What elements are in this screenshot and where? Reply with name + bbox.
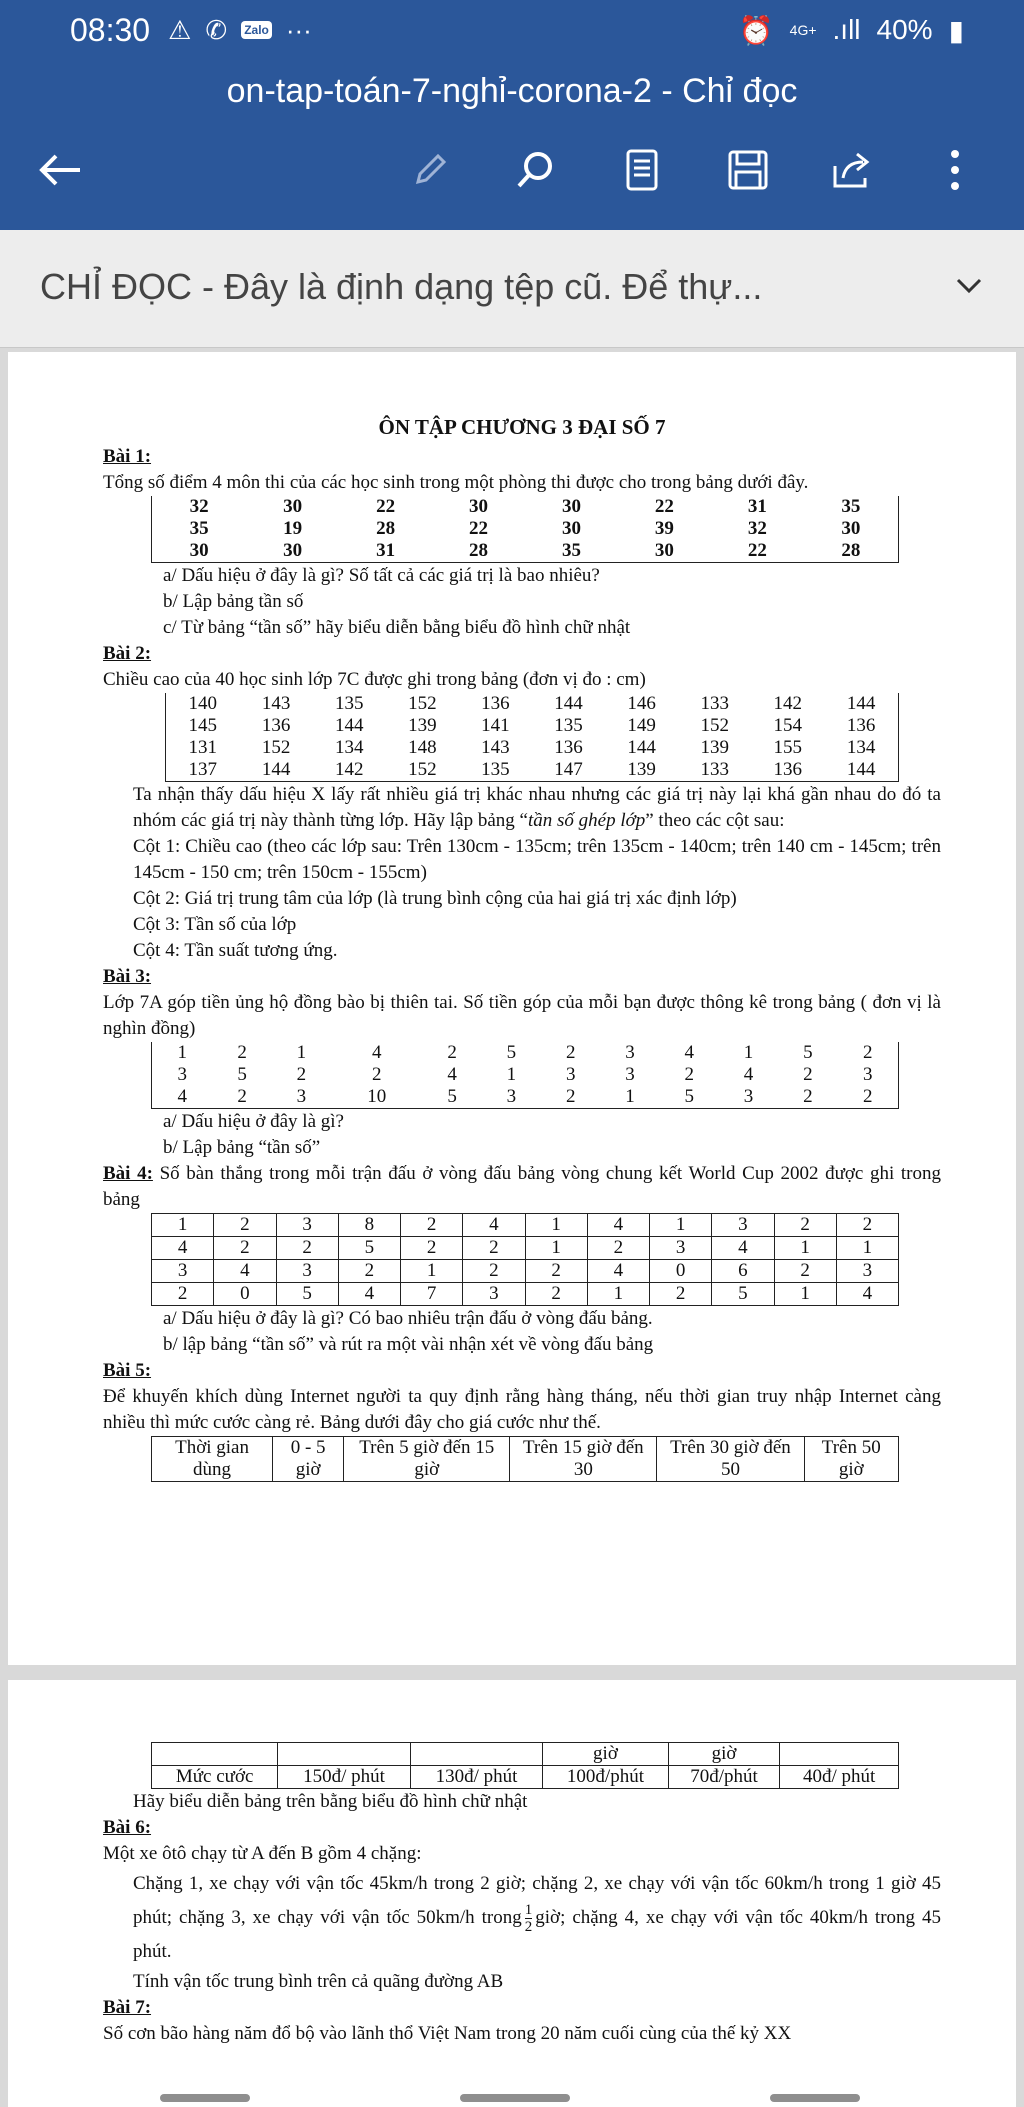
document-page-1 [8, 352, 1016, 1665]
bai3-cell: 1 [743, 1042, 754, 1063]
signal-icon: .ıll [832, 14, 861, 45]
bai4-cell: 2 [525, 1260, 587, 1283]
bai2-cell: 144 [824, 759, 898, 782]
bai2-label: Bài 2: [103, 643, 152, 664]
bai6-text: Một xe ôtô chạy từ A đến B gồm 4 chặng: [103, 1843, 422, 1864]
bai4-cell: 1 [525, 1214, 587, 1237]
bai4-cell: 2 [338, 1260, 400, 1283]
bai3-cell: 3 [565, 1064, 576, 1085]
search-button[interactable] [506, 140, 566, 200]
bai3-cell: 4 [743, 1064, 754, 1085]
back-button[interactable] [30, 140, 90, 200]
bai2-cell: 146 [627, 693, 656, 714]
bai5-time-cell: Trên 30 giờ đến 50 [657, 1437, 804, 1482]
bai2-cell: 145 [188, 715, 218, 736]
bai1-cell: 22 [747, 540, 767, 561]
read-only-banner[interactable] [0, 230, 1024, 348]
nav-home[interactable] [460, 2094, 570, 2102]
bai2-row [166, 737, 899, 759]
bai2-cell: 134 [334, 737, 364, 758]
bai2-cell: 154 [773, 715, 803, 736]
bai2-cell: 139 [605, 759, 678, 782]
bai1-cell: 30 [283, 540, 303, 561]
bai5-cont-cell: giờ [543, 1743, 669, 1766]
bai4-cell: 2 [774, 1260, 836, 1283]
bai2-cell: 155 [773, 737, 803, 758]
bai4-cell: 4 [587, 1214, 649, 1237]
bai5-price-cell: 70đ/phút [668, 1766, 780, 1789]
bai4-cell: 1 [401, 1260, 463, 1283]
bai1-cell: 31 [747, 496, 767, 517]
banner-text: CHỈ ĐỌC - Đây là định dạng tệp cũ. Để thự... [40, 266, 763, 307]
bai2-cell: 131 [188, 737, 218, 758]
bai3-cell: 3 [177, 1064, 187, 1085]
bai1-cell: 30 [654, 540, 674, 561]
bai4-cell: 4 [836, 1283, 898, 1306]
document-heading: ÔN TẬP CHƯƠNG 3 ĐẠI SỐ 7 [378, 415, 666, 439]
bai7-label: Bài 7: [103, 1997, 152, 2019]
bai4-cell: 4 [338, 1283, 400, 1306]
bai5-time-cell: Trên 15 giờ đến 30 [510, 1437, 657, 1482]
bai4-cell: 2 [152, 1283, 214, 1306]
bai1-cell: 32 [189, 496, 209, 517]
bai5-time-cell: Thời gian dùng [152, 1437, 273, 1482]
alarm-icon: ⏰ [738, 14, 774, 46]
bai1-question-c: c/ Từ bảng “tần số” hãy biểu diễn bằng biểu đồ hình chữ nhật [163, 617, 631, 638]
bai3-cell: 1 [625, 1086, 635, 1107]
edit-button[interactable] [400, 140, 460, 200]
bai4-cell: 4 [214, 1260, 276, 1283]
save-button[interactable] [718, 140, 778, 200]
bai3-cell: 2 [565, 1042, 576, 1063]
share-button[interactable] [822, 140, 882, 200]
reading-view-button[interactable] [612, 140, 672, 200]
more-vertical-icon [949, 148, 961, 192]
bai5-cont-cell: giờ [668, 1743, 780, 1766]
bai2-cell: 142 [313, 759, 386, 782]
bai3-cell: 5 [237, 1064, 247, 1085]
bai2-cell: 152 [408, 693, 437, 714]
bai2-cell: 136 [846, 715, 876, 736]
bai5-time-row [152, 1437, 899, 1482]
bai2-cell: 148 [408, 737, 437, 758]
bai5-price-cell: 150đ/ phút [278, 1766, 410, 1789]
bai1-cell: 35 [561, 540, 581, 561]
bai2-paragraph-part1: Ta nhận thấy dấu hiệu X lấy rất nhiều giá trị khác nhau nhưng các giá trị này lại khá gần nhau do đó ta nhóm các giá trị này thành từng lớp. Hãy lập bảng “ [133, 784, 941, 831]
bai2-cell: 139 [408, 715, 437, 736]
bai3-cell: 4 [177, 1086, 187, 1107]
zalo-icon: Zalo [241, 21, 272, 39]
bai4-cell: 3 [712, 1214, 774, 1237]
bai2-cell: 133 [700, 693, 729, 714]
bai2-cell: 144 [627, 737, 656, 758]
bai2-table [165, 693, 899, 782]
bai2-cell: 152 [386, 759, 459, 782]
bai5-price-cell: Mức cước [152, 1766, 278, 1789]
bai3-table [151, 1042, 899, 1109]
bai5-price-cell: 100đ/phút [543, 1766, 669, 1789]
page-2-content [103, 1742, 941, 2047]
bai3-cell: 3 [743, 1086, 754, 1107]
back-arrow-icon [36, 150, 84, 190]
bai1-cell: 30 [469, 496, 488, 517]
bai1-question-b: b/ Lập bảng tần số [163, 591, 304, 612]
bai4-cell: 8 [338, 1214, 400, 1237]
bai1-cell: 30 [189, 540, 209, 561]
bai3-cell: 3 [296, 1086, 307, 1107]
bai4-cell: 3 [276, 1260, 338, 1283]
battery-label: 40% [876, 14, 933, 45]
bai2-cell: 134 [846, 737, 876, 758]
bai2-cell: 141 [481, 715, 510, 736]
bai3-cell: 3 [625, 1064, 635, 1085]
bai3-cell: 5 [447, 1086, 457, 1107]
one-half-fraction [525, 1902, 533, 1935]
bai2-col1: Cột 1: Chiều cao (theo các lớp sau: Trên 130cm - 135cm; trên 135cm - 140cm; trên 140 cm - 145cm; trên 145cm - 150 cm; trên 150cm - 155cm) [133, 836, 941, 883]
bai4-row [152, 1214, 899, 1237]
bai3-cell: 2 [237, 1086, 247, 1107]
bai2-cell: 136 [261, 715, 291, 736]
bai5-cont-cell [780, 1743, 899, 1766]
bai5-time-cell: Trên 50 giờ [804, 1437, 898, 1482]
bai4-cell: 0 [650, 1260, 712, 1283]
bai6-label: Bài 6: [103, 1817, 152, 1838]
bai4-cell: 2 [650, 1283, 712, 1306]
bai2-paragraph [103, 782, 941, 834]
bai1-cell: 22 [654, 496, 674, 517]
bai4-cell: 5 [712, 1283, 774, 1306]
bai2-cell: 144 [846, 693, 876, 714]
status-time: 08:30 [70, 11, 151, 48]
bai5-text: Để khuyến khích dùng Internet người ta quy định rằng hàng tháng, nếu thời gian truy nhập Internet càng nhiều thì mức cước càng rẻ. Bảng dưới đây cho giá cước như thế. [103, 1386, 941, 1433]
bai7-text: Số cơn bão hàng năm đổ bộ vào lãnh thổ Việt Nam trong 20 năm cuối cùng của thế kỷ XX [103, 2023, 792, 2045]
bai4-cell: 2 [463, 1237, 525, 1260]
bai2-col2: Cột 2: Giá trị trung tâm của lớp (là trung bình cộng của hai giá trị xác định lớp) [133, 888, 737, 909]
bai3-cell: 2 [372, 1064, 382, 1085]
bai4-cell: 2 [401, 1237, 463, 1260]
bai5-price-table [151, 1742, 899, 1789]
fraction-numerator: 1 [524, 1902, 533, 1919]
missed-call-icon: ✆ [205, 14, 228, 45]
bai4-cell: 2 [214, 1214, 276, 1237]
expand-banner-button[interactable] [954, 270, 984, 305]
bai4-cell: 3 [836, 1260, 898, 1283]
bai5-cont-cell [410, 1743, 542, 1766]
bai4-cell: 5 [338, 1237, 400, 1260]
bai4-cell: 3 [463, 1283, 525, 1306]
bai3-cell: 5 [803, 1042, 813, 1063]
bai2-paragraph-italic: tần số ghép lớp [527, 810, 646, 831]
app-bar [0, 0, 1024, 230]
document-view-icon [624, 148, 660, 192]
bai1-cell: 35 [841, 496, 861, 517]
bai3-cell: 10 [367, 1086, 387, 1107]
bai4-cell: 4 [587, 1260, 649, 1283]
bai2-cell: 139 [700, 737, 729, 758]
bai4-cell: 2 [214, 1237, 276, 1260]
bai1-cell: 31 [376, 540, 396, 561]
bai4-cell: 3 [152, 1260, 214, 1283]
bai1-cell: 22 [469, 518, 488, 539]
battery-icon: ▮ [948, 14, 964, 46]
bai1-cell: 32 [747, 518, 767, 539]
bai4-intro [103, 1161, 941, 1213]
bai4-cell: 2 [587, 1237, 649, 1260]
bai2-cell: 147 [532, 759, 605, 782]
bai5-time-cell: 0 - 5 giờ [273, 1437, 344, 1482]
bai5-price-row [152, 1766, 899, 1789]
bai3-cell: 1 [506, 1064, 517, 1085]
bai4-text: Số bàn thắng trong mỗi trận đấu ở vòng đấu bảng vòng chung kết World Cup 2002 được ghi trong bảng [103, 1163, 942, 1210]
system-nav-bar [0, 2090, 1024, 2107]
bai3-cell: 2 [565, 1086, 576, 1107]
bai3-row [152, 1042, 899, 1064]
bai2-cell: 135 [334, 693, 364, 714]
bai1-cell: 35 [189, 518, 209, 539]
more-notifications-icon: ··· [285, 14, 312, 45]
nav-recents[interactable] [160, 2094, 250, 2102]
bai4-cell: 5 [276, 1283, 338, 1306]
bai4-label: Bài 4: [103, 1163, 153, 1184]
bai1-label: Bài 1: [103, 446, 152, 467]
bai4-cell: 2 [276, 1237, 338, 1260]
bai3-cell: 2 [862, 1042, 873, 1063]
chevron-down-icon [954, 270, 984, 300]
bai4-table [151, 1213, 899, 1306]
bai3-cell: 2 [296, 1064, 307, 1085]
bai6-paragraph-part2: giờ; chặng 4, xe chạy với vận tốc 40km/h trong 45 phút. [133, 1907, 942, 1963]
bai2-row [166, 759, 899, 782]
bai3-row [152, 1064, 899, 1086]
bai2-cell: 136 [554, 737, 583, 758]
bai3-cell: 2 [862, 1086, 873, 1107]
bai3-cell: 1 [296, 1042, 307, 1063]
bai2-cell: 143 [481, 737, 510, 758]
bai3-cell: 3 [862, 1064, 873, 1085]
bai2-cell: 144 [334, 715, 364, 736]
nav-back[interactable] [770, 2094, 860, 2102]
bai4-row [152, 1237, 899, 1260]
bai3-cell: 2 [684, 1064, 695, 1085]
bai2-cell: 144 [240, 759, 313, 782]
bai3-text: Lớp 7A góp tiền ủng hộ đồng bào bị thiên tai. Số tiền góp của mỗi bạn được thông kê trong bảng ( đơn vị là nghìn đồng) [103, 992, 941, 1039]
status-bar [70, 10, 964, 50]
bai2-cell: 152 [700, 715, 729, 736]
bai4-cell: 1 [525, 1237, 587, 1260]
bai1-cell: 30 [561, 496, 581, 517]
bai4-cell: 4 [152, 1237, 214, 1260]
fraction-denominator: 2 [524, 1919, 533, 1936]
bai3-cell: 5 [684, 1086, 695, 1107]
bai6-paragraph-part1: Chặng 1, xe chạy với vận tốc 45km/h trong 2 giờ; chặng 2, xe chạy với vận tốc 60km/h trong 1 giờ 45 phút; chặng 3, xe chạy với vận tốc 50km/h trong [133, 1873, 941, 1928]
bai5-cont-cell [152, 1743, 278, 1766]
bai3-cell: 2 [447, 1042, 457, 1063]
bai1-table [151, 496, 899, 563]
more-options-button[interactable] [930, 140, 980, 200]
bai4-cell: 2 [525, 1283, 587, 1306]
bai4-question-b: b/ lập bảng “tần số” và rút ra một vài nhận xét về vòng đấu bảng [163, 1334, 654, 1355]
bai1-text: Tổng số điểm 4 môn thi của các học sinh trong một phòng thi được cho trong bảng dưới đây. [103, 472, 809, 493]
bai2-cell: 136 [751, 759, 824, 782]
document-title: on-tap-toán-7-nghỉ-corona-2 - Chỉ đọc [226, 72, 798, 110]
bai3-cell: 4 [684, 1042, 695, 1063]
bai4-cell: 1 [152, 1214, 214, 1237]
bai4-cell: 3 [650, 1237, 712, 1260]
bai3-cell: 3 [625, 1042, 635, 1063]
bai4-cell: 1 [587, 1283, 649, 1306]
bai4-cell: 1 [650, 1214, 712, 1237]
bai1-cell: 39 [654, 518, 674, 539]
bai5-time-table [151, 1436, 899, 1482]
bai1-cell: 28 [376, 518, 396, 539]
bai5-after: Hãy biểu diễn bảng trên bằng biểu đồ hình chữ nhật [133, 1791, 528, 1812]
bai5-time-cell: Trên 5 giờ đến 15 giờ [344, 1437, 510, 1482]
bai5-label: Bài 5: [103, 1360, 152, 1381]
bai4-cell: 0 [214, 1283, 276, 1306]
bai4-cell: 4 [463, 1214, 525, 1237]
bai2-cell: 149 [627, 715, 656, 736]
bai1-cell: 28 [841, 540, 861, 561]
bai3-cell: 2 [803, 1064, 813, 1085]
bai3-label: Bài 3: [103, 966, 152, 987]
bai4-cell: 4 [712, 1237, 774, 1260]
bai1-cell: 22 [376, 496, 396, 517]
bai3-cell: 5 [506, 1042, 517, 1063]
bai2-cell: 144 [554, 693, 583, 714]
bai2-cell: 133 [678, 759, 751, 782]
bai1-cell: 30 [283, 496, 303, 517]
bai4-row [152, 1283, 899, 1306]
bai4-cell: 1 [774, 1237, 836, 1260]
bai1-row [152, 496, 899, 518]
warning-icon: ⚠ [168, 14, 192, 45]
bai5-cont-row [152, 1743, 899, 1766]
bai1-cell: 30 [561, 518, 581, 539]
bai2-cell: 142 [773, 693, 803, 714]
bai4-cell: 2 [836, 1214, 898, 1237]
bai5-cont-cell [278, 1743, 410, 1766]
bai2-cell: 136 [481, 693, 510, 714]
bai4-cell: 2 [774, 1214, 836, 1237]
notification-icons [168, 15, 312, 46]
share-icon [829, 148, 875, 192]
bai4-cell: 1 [836, 1237, 898, 1260]
system-icons [739, 14, 964, 47]
bai4-cell: 1 [774, 1283, 836, 1306]
bai1-cell: 19 [283, 518, 303, 539]
bai4-cell: 2 [401, 1214, 463, 1237]
bai2-text: Chiều cao của 40 học sinh lớp 7C được ghi trong bảng (đơn vị đo : cm) [103, 669, 646, 690]
bai2-cell: 135 [554, 715, 583, 736]
bai1-row [152, 540, 899, 563]
bai5-price-cell: 40đ/ phút [780, 1766, 899, 1789]
bai3-cell: 2 [803, 1086, 813, 1107]
bai5-price-cell: 130đ/ phút [410, 1766, 542, 1789]
bai2-cell: 143 [261, 693, 291, 714]
bai2-row [166, 693, 899, 715]
toolbar [0, 140, 1024, 200]
bai3-cell: 3 [506, 1086, 517, 1107]
network-label: 4G+ [789, 22, 817, 38]
bai3-cell: 4 [372, 1042, 382, 1063]
bai2-cell: 140 [188, 693, 218, 714]
bai4-cell: 6 [712, 1260, 774, 1283]
bai2-row [166, 715, 899, 737]
bai3-cell: 4 [447, 1064, 457, 1085]
bai4-row [152, 1260, 899, 1283]
bai3-question-b: b/ Lập bảng “tần số” [163, 1137, 321, 1158]
bai1-row [152, 518, 899, 540]
page-1-content [103, 414, 941, 1482]
pencil-icon [410, 150, 450, 190]
bai3-cell: 1 [177, 1042, 187, 1063]
bai4-cell: 2 [463, 1260, 525, 1283]
bai2-col3: Cột 3: Tần số của lớp [133, 914, 297, 935]
bai2-cell: 137 [166, 759, 240, 782]
bai6-question: Tính vận tốc trung bình trên cả quãng đường AB [133, 1971, 504, 1993]
bai6-paragraph [103, 1867, 941, 1969]
bai3-row [152, 1086, 899, 1109]
bai4-cell: 7 [401, 1283, 463, 1306]
bai4-cell: 3 [276, 1214, 338, 1237]
document-page-2 [8, 1680, 1016, 2107]
bai2-col4: Cột 4: Tần suất tương ứng. [133, 940, 338, 961]
bai1-cell: 30 [841, 518, 861, 539]
bai2-cell: 152 [261, 737, 291, 758]
bai1-cell: 28 [469, 540, 488, 561]
bai2-cell: 135 [459, 759, 532, 782]
search-icon [514, 148, 558, 192]
bai4-question-a: a/ Dấu hiệu ở đây là gì? Có bao nhiêu trận đấu ở vòng đấu bảng. [163, 1308, 653, 1329]
bai1-question-a: a/ Dấu hiệu ở đây là gì? Số tất cả các giá trị là bao nhiêu? [163, 565, 600, 586]
bai2-paragraph-part3: ” theo các cột sau: [645, 810, 785, 831]
bai3-cell: 2 [237, 1042, 247, 1063]
bai3-question-a: a/ Dấu hiệu ở đây là gì? [163, 1111, 344, 1132]
save-icon [726, 148, 770, 192]
